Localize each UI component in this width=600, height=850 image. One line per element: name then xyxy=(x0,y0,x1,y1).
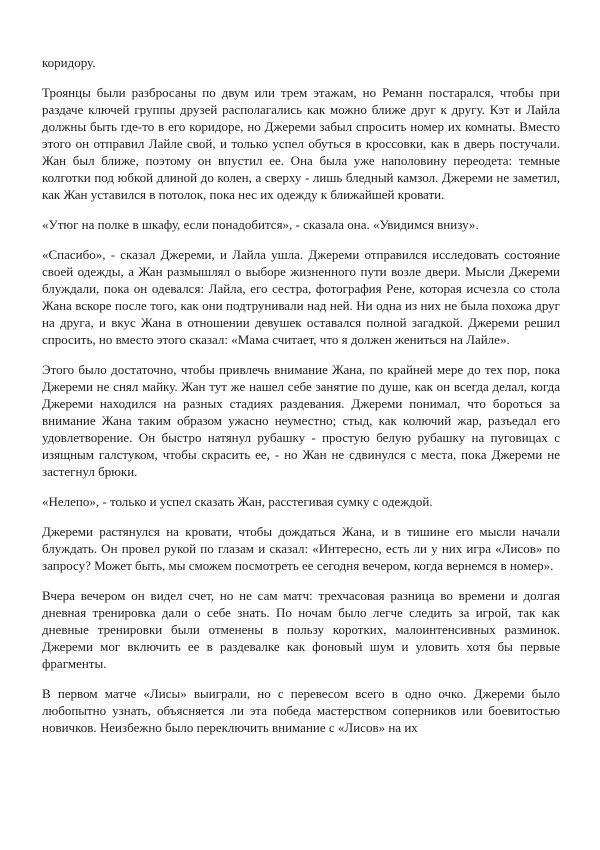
paragraph: Джереми растянулся на кровати, чтобы дождаться Жана, и в тишине его мысли начали блуждать. Он провел рукой по глазам и сказал: «Интересно, есть ли у них игра «Лисов» по запросу? Может быть, мы сможем посмотреть ее сегодня вечером, когда вернемся в номер». xyxy=(42,524,560,573)
paragraph: Вчера вечером он видел счет, но не сам матч: трехчасовая разница во времени и долгая дневная тренировка дали о себе знать. По ночам было легче следить за игрой, так как дневные тренировки были отменены в пользу коротких, малоинтенсивных разминок. Джереми мог включить ее в раздевалке как фоновый шум и уловить хотя бы первые фрагменты. xyxy=(42,588,560,671)
paragraph: Троянцы были разбросаны по двум или трем этажам, но Реманн постарался, чтобы при раздаче ключей группы друзей располагались как можно ближе друг к другу. Кэт и Лайла должны быть где-то в его коридоре, но Джереми забыл спросить номер их комнаты. Вместо этого он отправил Лайле свой, и только успел обуться в кроссовки, как в дверь постучали. Жан был ближе, поэтому он впустил ее. Она была уже наполовину переодета: темные колготки под юбкой длиной до колен, а сверху - лишь бледный камзол. Джереми не заметил, как Жан уставился в потолок, пока нес их одежду к ближайшей кровати. xyxy=(42,85,560,202)
paragraph: Этого было достаточно, чтобы привлечь внимание Жана, по крайней мере до тех пор, пока Джереми не снял майку. Жан тут же нашел себе занятие по душе, как он всегда делал, когда Джереми находился на разных стадиях раздевания. Джереми понимал, что бороться за внимание Жана таким образом ужасно неуместно; стыд, как колючий жар, разъедал его удовлетворение. Он быстро натянул рубашку - простую белую рубашку на пуговицах с изящным галстуком, чтобы скрасить ее, - но Жан не сдвинулся с места, пока Джереми не застегнул брюки. xyxy=(42,362,560,479)
paragraph: «Спасибо», - сказал Джереми, и Лайла ушла. Джереми отправился исследовать состояние своей одежды, а Жан размышлял о выборе жизненного пути возле двери. Мысли Джереми блуждали, пока он одевался: Лайла, его сестра, фотография Рене, которая исчезла со стола Жана вскоре после того, как они подтрунивали над ней. Ни одна из них не была похожа друг на друга, и вкус Жана в отношении девушек оставался полной загадкой. Джереми решил спросить, но вместо этого сказал: «Мама считает, что я должен жениться на Лайле». xyxy=(42,247,560,347)
paragraph: «Утюг на полке в шкафу, если понадобится», - сказала она. «Увидимся внизу». xyxy=(42,217,479,232)
paragraph-fragment: коридору. xyxy=(42,55,96,70)
paragraph: «Нелепо», - только и успел сказать Жан, расстегивая сумку с одеждой. xyxy=(42,494,433,509)
paragraph: В первом матче «Лисы» выиграли, но с перевесом всего в одно очко. Джереми было любопытно узнать, объясняется ли эта победа мастерством соперников или боевитостью новичков. Неизбежно было переключить внимание с «Лисов» на их xyxy=(42,686,560,735)
